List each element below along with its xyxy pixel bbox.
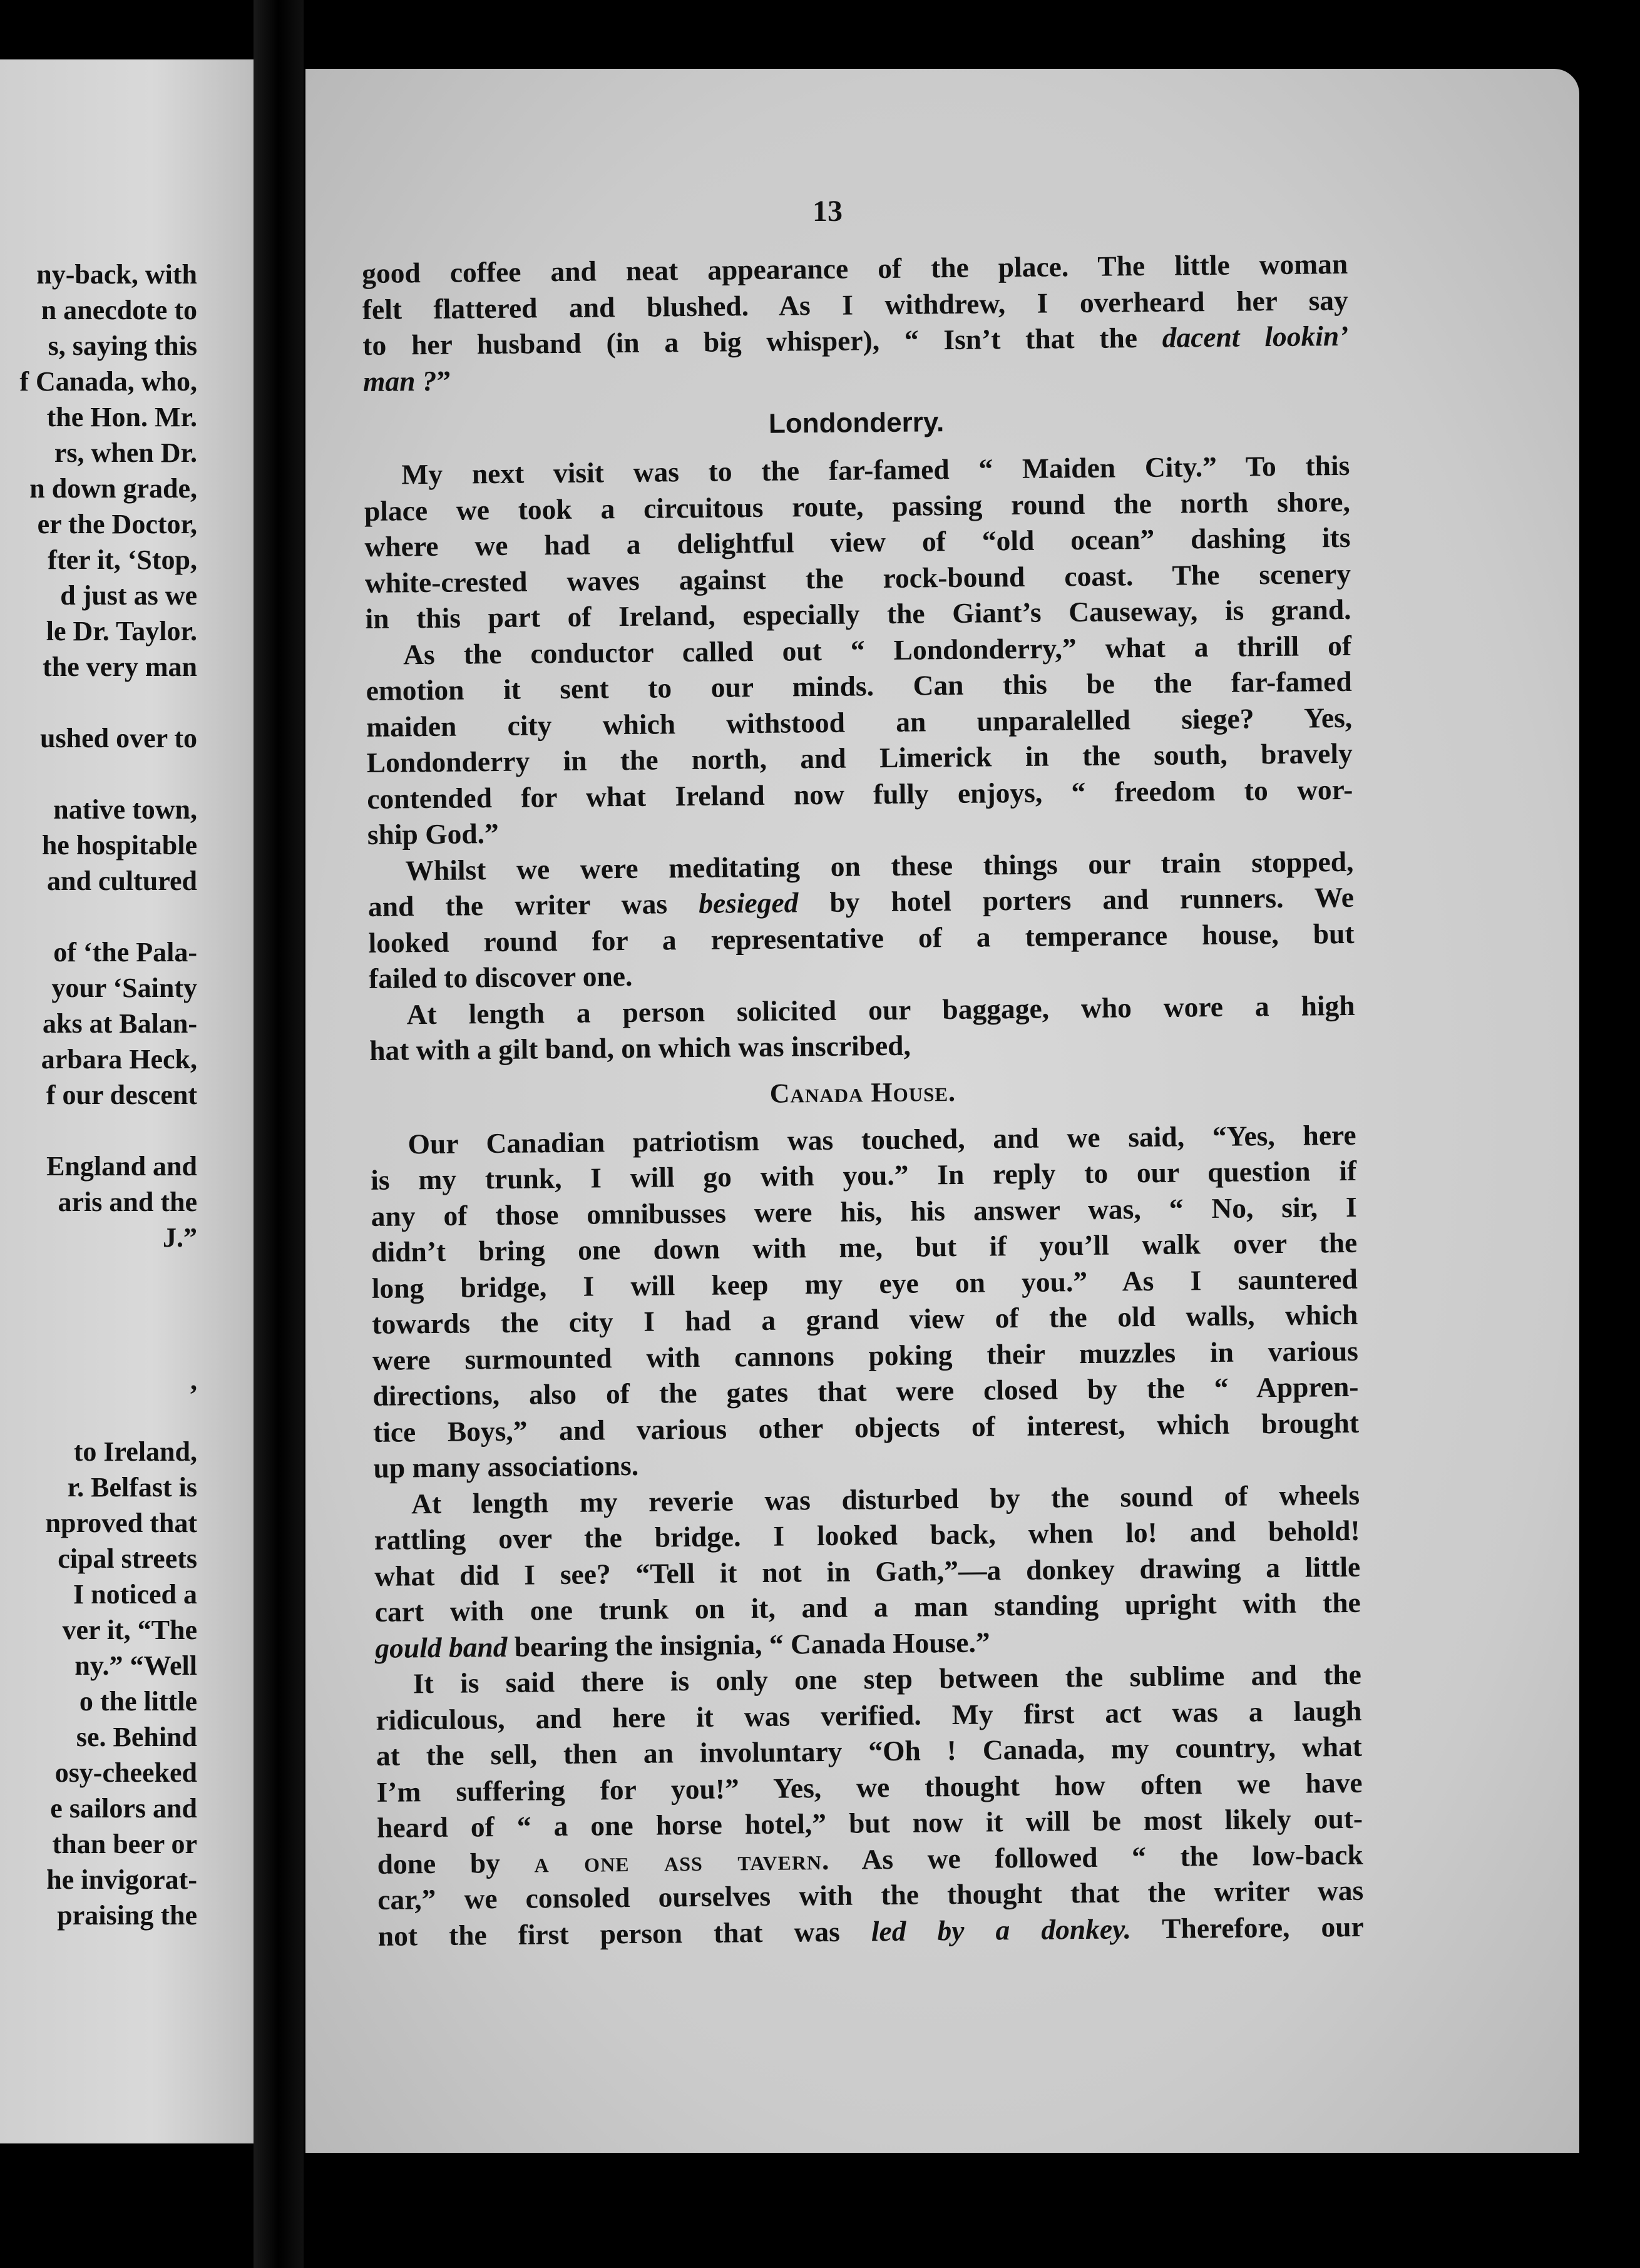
previous-page-line: the Hon. Mr. bbox=[46, 402, 197, 432]
text-line: long bridge, I will keep my eye on you.” As I sauntered bbox=[371, 1262, 1358, 1304]
text-line: is my trunk, I will go with you.” In reply to our question if bbox=[370, 1154, 1357, 1196]
page-body bbox=[362, 246, 1364, 1954]
text-line: good coffee and neat appearance of the place. The little woman bbox=[362, 247, 1348, 289]
text-line: Whilst we were meditating on these things our train stopped, bbox=[405, 845, 1354, 886]
text-line: any of those omnibusses were his, his answer was, “ No, sir, I bbox=[371, 1190, 1357, 1232]
current-page bbox=[305, 69, 1579, 2153]
text-line: Our Canadian patriotism was touched, and we said, “Yes, here bbox=[407, 1118, 1356, 1160]
previous-page-line: ny.” “Well bbox=[74, 1650, 197, 1681]
previous-page-line: ny-back, with bbox=[36, 259, 197, 290]
previous-page-line: e sailors and bbox=[50, 1793, 197, 1824]
previous-page-line: the very man bbox=[43, 651, 197, 682]
previous-page-line: n anecdote to bbox=[41, 295, 197, 325]
text-line: At length my reverie was disturbed by the sound of wheels bbox=[411, 1478, 1360, 1520]
previous-page-line: of ‘the Pala- bbox=[53, 937, 197, 968]
previous-page-line: d just as we bbox=[60, 580, 197, 611]
previous-page-line: se. Behind bbox=[76, 1722, 197, 1752]
previous-page-line bbox=[0, 1291, 250, 1327]
previous-page-line: and cultured bbox=[46, 866, 197, 896]
previous-page-line: er the Doctor, bbox=[37, 509, 197, 539]
text-line: at the sell, then an involuntary “Oh ! Canada, my country, what bbox=[376, 1730, 1363, 1772]
text-line: and the writer was besieged by hotel porters and runners. We bbox=[367, 881, 1355, 922]
text-line: man ?” bbox=[362, 364, 451, 397]
text-line: ridiculous, and here it was verified. My first act was a laugh bbox=[376, 1694, 1362, 1736]
previous-page-line: aks at Balan- bbox=[43, 1008, 197, 1039]
previous-page-line: he hospitable bbox=[41, 830, 197, 861]
previous-page-line: n down grade, bbox=[29, 473, 197, 504]
text-line: felt flattered and blushed. As I withdrew, I overheard her say bbox=[362, 284, 1348, 325]
previous-page-line: he invigorat- bbox=[46, 1864, 197, 1895]
text-line: ship God.” bbox=[367, 817, 500, 850]
previous-page-line: than beer or bbox=[52, 1829, 197, 1859]
previous-page-line: osy-cheeked bbox=[54, 1757, 197, 1788]
previous-page-text bbox=[0, 257, 250, 1933]
text-line: didn’t bring one down with me, but if you’ll walk over the bbox=[371, 1226, 1358, 1268]
book-gutter bbox=[254, 0, 304, 2268]
previous-page-line: s, saying this bbox=[48, 330, 197, 361]
previous-page-line: fter it, ‘Stop, bbox=[48, 544, 197, 575]
text-line: to her husband (in a big whisper), “ Isn’t that the dacent lookin’ bbox=[362, 319, 1349, 361]
text-line: in this part of Ireland, especially the Giant’s Causeway, is grand. bbox=[365, 593, 1351, 635]
text-line: hat with a gilt band, on which was inscribed, bbox=[369, 1029, 911, 1066]
previous-page-line: r. Belfast is bbox=[67, 1472, 197, 1503]
text-line: car,” we consoled ourselves with the thought that the writer was bbox=[377, 1874, 1364, 1916]
text-line: It is said there is only one step between the sublime and the bbox=[413, 1658, 1362, 1700]
text-line: place we took a circuitous route, passing round the north shore, bbox=[364, 485, 1351, 527]
text-line: towards the city I had a grand view of the old walls, which bbox=[372, 1298, 1358, 1340]
previous-page-line: to Ireland, bbox=[73, 1436, 197, 1467]
text-line: were surmounted with cannons poking their muzzles in various bbox=[372, 1334, 1359, 1376]
text-line: emotion it sent to our minds. Can this be the far-famed bbox=[366, 665, 1352, 707]
previous-page-line bbox=[0, 1327, 250, 1362]
text-line: directions, also of the gates that were closed by the “ Appren- bbox=[372, 1370, 1359, 1412]
text-line: tice Boys,” and various other objects of interest, which brought bbox=[372, 1406, 1360, 1448]
text-line: contended for what Ireland now fully enjoys, “ freedom to wor- bbox=[367, 773, 1353, 815]
section-heading-londonderry: Londonderry. bbox=[768, 407, 945, 439]
previous-page-fragment bbox=[0, 59, 254, 2143]
text-line: done by a one ass tavern. As we followed “ the low-back bbox=[377, 1838, 1363, 1880]
text-line: rattling over the bridge. I looked back, when lo! and behold! bbox=[374, 1514, 1360, 1556]
text-line: I’m suffering for you!” Yes, we thought how often we have bbox=[376, 1766, 1363, 1808]
text-line: Londonderry in the north, and Limerick in the south, bravely bbox=[366, 737, 1353, 779]
previous-page-line bbox=[0, 1255, 250, 1291]
text-line: where we had a delightful view of “old ocean” dashing its bbox=[364, 521, 1351, 563]
section-heading-canada-house: Canada House. bbox=[769, 1076, 956, 1109]
previous-page-line: o the little bbox=[79, 1686, 197, 1717]
previous-page-line bbox=[0, 1113, 250, 1148]
text-line: not the first person that was led by a donkey. Therefore, our bbox=[377, 1910, 1364, 1952]
previous-page-line: praising the bbox=[57, 1900, 197, 1931]
previous-page-line: native town, bbox=[53, 794, 197, 825]
previous-page-line bbox=[0, 1398, 250, 1434]
page-number: 13 bbox=[812, 195, 843, 228]
text-line: up many associations. bbox=[373, 1449, 639, 1484]
text-line: maiden city which withstood an unparalelled siege? Yes, bbox=[366, 701, 1353, 743]
previous-page-line: I noticed a bbox=[73, 1579, 197, 1610]
previous-page-line: England and bbox=[46, 1151, 197, 1182]
previous-page-line: rs, when Dr. bbox=[54, 437, 197, 468]
previous-page-line: nproved that bbox=[45, 1508, 197, 1538]
previous-page-line bbox=[0, 899, 250, 934]
previous-page-line: le Dr. Taylor. bbox=[46, 616, 197, 646]
text-line: My next visit was to the far-famed “ Maiden City.” To this bbox=[401, 449, 1350, 491]
previous-page-line: J.” bbox=[163, 1222, 197, 1253]
text-line: heard of “ a one horse hotel,” but now it will be most likely out- bbox=[376, 1802, 1363, 1844]
previous-page-line bbox=[0, 756, 250, 792]
previous-page-line: f Canada, who, bbox=[19, 366, 197, 397]
previous-page-line: arbara Heck, bbox=[41, 1044, 197, 1075]
text-line: cart with one trunk on it, and a man standing upright with the bbox=[374, 1586, 1361, 1628]
text-line: looked round for a representative of a temperance house, but bbox=[368, 917, 1355, 959]
text-line: At length a person solicited our baggage, who wore a high bbox=[406, 989, 1355, 1030]
previous-page-line bbox=[0, 685, 250, 720]
previous-page-line: , bbox=[190, 1365, 197, 1396]
previous-page-line: ver it, “The bbox=[62, 1615, 197, 1645]
text-line: white-crested waves against the rock-bound coast. The scenery bbox=[364, 557, 1351, 599]
previous-page-line: aris and the bbox=[58, 1187, 197, 1217]
previous-page-line: your ‘Sainty bbox=[51, 973, 197, 1003]
text-line: As the conductor called out “ Londonderry,” what a thrill of bbox=[402, 629, 1352, 670]
text-line: failed to discover one. bbox=[368, 959, 633, 994]
previous-page-line: f our descent bbox=[46, 1080, 197, 1110]
previous-page-line: cipal streets bbox=[58, 1543, 197, 1574]
previous-page-line: ushed over to bbox=[40, 723, 197, 753]
text-line: gould band bearing the insignia, “ Canada House.” bbox=[375, 1625, 990, 1664]
text-line: what did I see? “Tell it not in Gath,”—a donkey drawing a little bbox=[374, 1550, 1361, 1592]
